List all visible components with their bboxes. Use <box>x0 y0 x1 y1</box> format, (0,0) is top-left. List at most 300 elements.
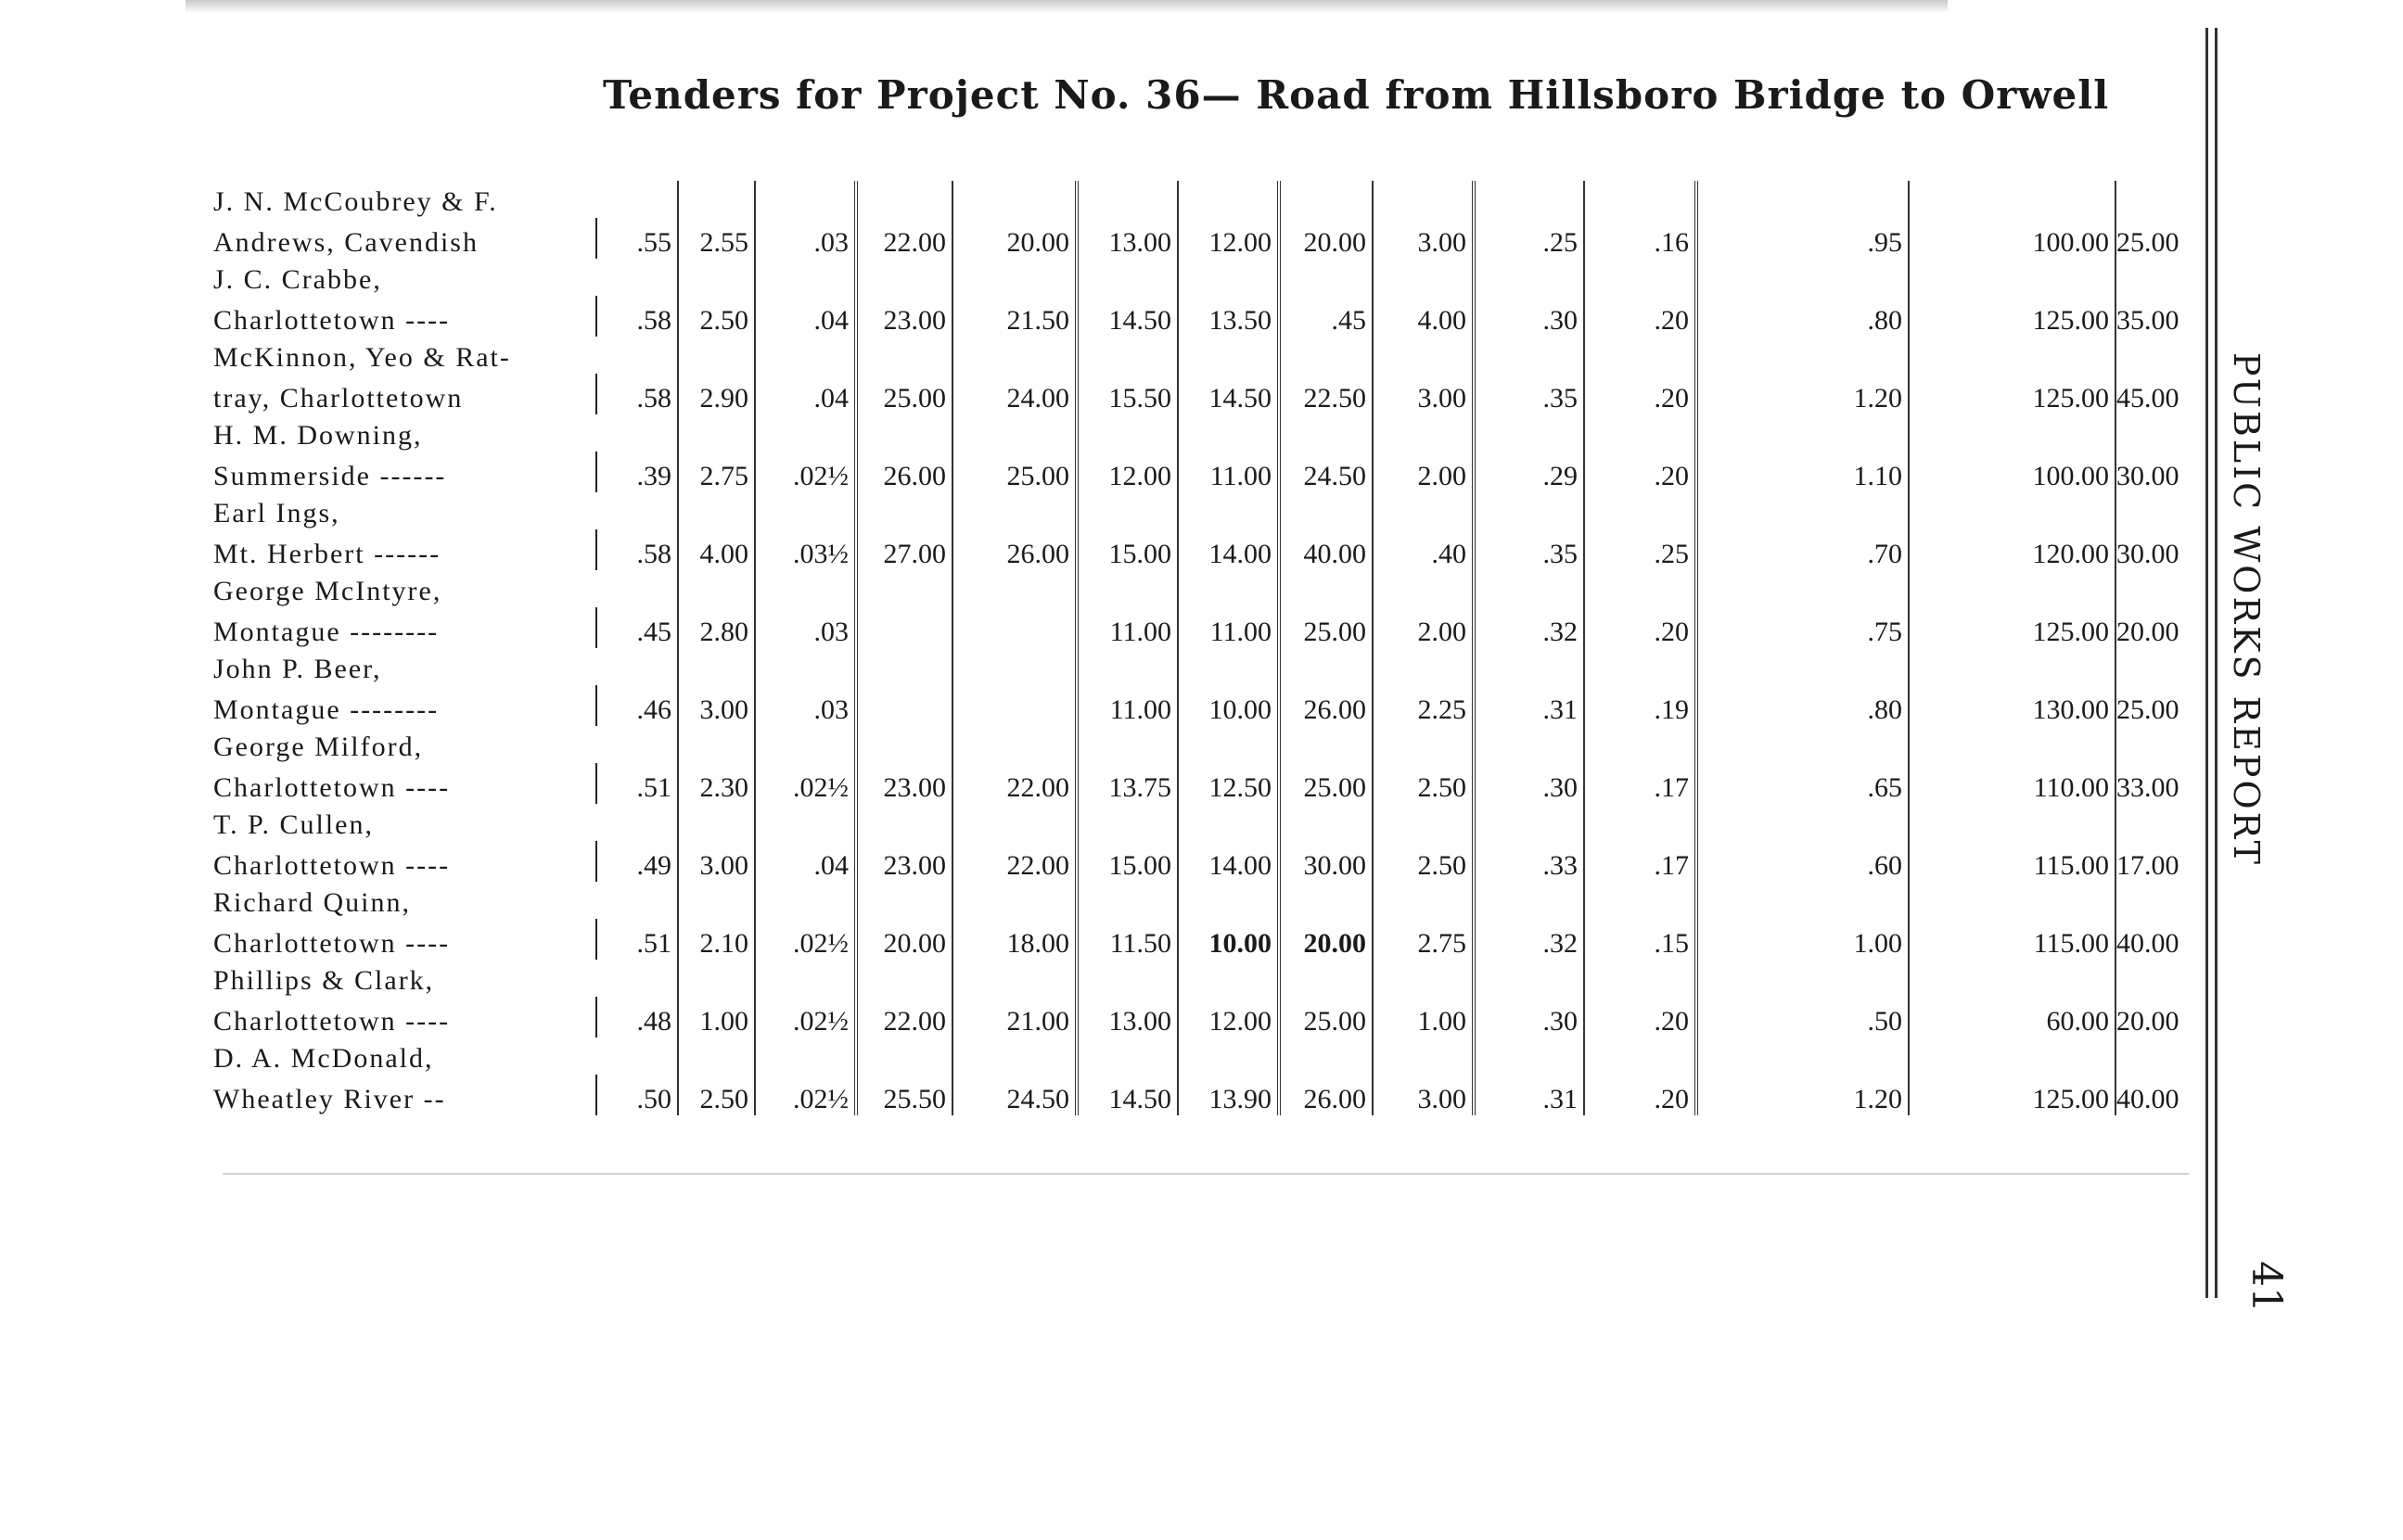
cell-spacer <box>1373 337 1474 374</box>
cell-spacer <box>678 570 755 607</box>
cell-spacer <box>1077 726 1178 763</box>
tender-price: 125.00 <box>1909 296 2115 337</box>
cell-spacer <box>596 648 678 685</box>
cell-spacer <box>1178 882 1279 919</box>
tender-price <box>856 685 952 726</box>
cell-spacer <box>1279 960 1373 997</box>
contractor-location: Charlottetown ---- <box>213 919 596 960</box>
tender-price: .70 <box>1696 529 1909 570</box>
cell-spacer <box>1474 181 1584 218</box>
contractor-name: George McIntyre, <box>213 576 442 606</box>
cell-spacer <box>1474 492 1584 529</box>
tender-price: 21.50 <box>952 296 1077 337</box>
cell-spacer <box>1696 181 1909 218</box>
cell-spacer <box>1909 648 2115 685</box>
tender-price: .30 <box>1474 296 1584 337</box>
tender-price: 2.90 <box>678 374 755 414</box>
tender-price: 13.00 <box>1077 997 1178 1037</box>
cell-spacer <box>1584 414 1696 452</box>
tender-price: .04 <box>755 374 856 414</box>
tender-price: 20.00 <box>856 919 952 960</box>
tender-price: .55 <box>596 218 678 259</box>
tender-price: 12.00 <box>1178 997 1279 1037</box>
tender-price: .17 <box>1584 763 1696 804</box>
tender-price: .02½ <box>755 763 856 804</box>
cell-spacer <box>1474 960 1584 997</box>
cell-spacer <box>952 181 1077 218</box>
tender-price: .45 <box>596 607 678 648</box>
cell-spacer <box>1584 259 1696 296</box>
cell-spacer <box>1474 259 1584 296</box>
cell-spacer <box>1696 1037 1909 1075</box>
cell-spacer <box>1373 414 1474 452</box>
tender-price: 10.00 <box>1178 685 1279 726</box>
tender-price: 30.00 <box>2116 539 2179 569</box>
tender-price: .03 <box>755 218 856 259</box>
contractor-name: J. C. Crabbe, <box>213 264 382 295</box>
contractor-location: Wheatley River -- <box>213 1075 596 1115</box>
tender-price: .02½ <box>755 1075 856 1115</box>
cell-spacer <box>1178 181 1279 218</box>
tender-price: 15.00 <box>1077 841 1178 882</box>
tender-price: 14.50 <box>1077 296 1178 337</box>
tender-price: 26.00 <box>1279 685 1373 726</box>
tender-price: .45 <box>1279 296 1373 337</box>
contractor-location: tray, Charlottetown <box>213 374 596 414</box>
tender-price: 24.00 <box>952 374 1077 414</box>
cell-spacer <box>1373 259 1474 296</box>
tender-price: 100.00 <box>1909 218 2115 259</box>
cell-spacer <box>1077 882 1178 919</box>
tender-price: 45.00 <box>2116 383 2179 414</box>
tender-price: .95 <box>1696 218 1909 259</box>
tender-price: 1.00 <box>678 997 755 1037</box>
cell-spacer <box>856 1037 952 1075</box>
cell-spacer <box>1279 337 1373 374</box>
table-row <box>213 1075 2185 1115</box>
cell-spacer <box>755 259 856 296</box>
tender-price: 11.50 <box>1077 919 1178 960</box>
cell-spacer <box>1909 960 2115 997</box>
cell-spacer <box>1178 492 1279 529</box>
table-row <box>213 685 2185 726</box>
tender-price: .40 <box>1373 529 1474 570</box>
tender-price: 24.50 <box>952 1075 1077 1115</box>
tender-price: .80 <box>1696 685 1909 726</box>
tender-price: 12.00 <box>1178 218 1279 259</box>
cell-spacer <box>596 882 678 919</box>
tender-price: .35 <box>1474 529 1584 570</box>
cell-spacer <box>1474 726 1584 763</box>
cell-spacer <box>1696 960 1909 997</box>
tender-price: 110.00 <box>1909 763 2115 804</box>
cell-spacer <box>2115 337 2185 374</box>
tender-price: 2.75 <box>678 452 755 492</box>
cell-spacer <box>1474 804 1584 841</box>
tender-price: .02½ <box>755 452 856 492</box>
cell-spacer <box>1584 1037 1696 1075</box>
tender-price: 1.00 <box>1373 997 1474 1037</box>
cell-spacer <box>755 492 856 529</box>
cell-spacer <box>755 882 856 919</box>
cell-spacer <box>1909 1037 2115 1075</box>
cell-spacer <box>755 960 856 997</box>
tender-price: .80 <box>1696 296 1909 337</box>
cell-spacer <box>1474 337 1584 374</box>
tender-price: 12.50 <box>1178 763 1279 804</box>
tender-price: 2.50 <box>1373 763 1474 804</box>
tender-price: 33.00 <box>2116 772 2179 803</box>
cell-spacer <box>596 181 678 218</box>
page-title: Tenders for Project No. 36— Road from Hillsboro Bridge to Orwell <box>603 72 2110 118</box>
tender-price: .20 <box>1584 374 1696 414</box>
cell-spacer <box>1373 492 1474 529</box>
contractor-name: Richard Quinn, <box>213 887 411 918</box>
cell-spacer <box>1178 337 1279 374</box>
cell-spacer <box>1373 960 1474 997</box>
cell-spacer <box>856 337 952 374</box>
cell-spacer <box>1178 726 1279 763</box>
tender-price: .46 <box>596 685 678 726</box>
cell-spacer <box>2115 804 2185 841</box>
cell-spacer <box>596 337 678 374</box>
table-row <box>213 648 2185 685</box>
tender-price: 13.00 <box>1077 218 1178 259</box>
tender-price: .58 <box>596 374 678 414</box>
tender-price: 100.00 <box>1909 452 2115 492</box>
cell-spacer <box>1178 414 1279 452</box>
cell-spacer <box>1584 181 1696 218</box>
cell-spacer <box>1584 960 1696 997</box>
tender-price: 120.00 <box>1909 529 2115 570</box>
tender-price: .04 <box>755 841 856 882</box>
tender-price: 26.00 <box>1279 1075 1373 1115</box>
cell-spacer <box>678 259 755 296</box>
tender-price: .19 <box>1584 685 1696 726</box>
tender-price: 2.25 <box>1373 685 1474 726</box>
cell-spacer <box>952 259 1077 296</box>
contractor-name: J. N. McCoubrey & F. <box>213 186 498 217</box>
tender-price: .03 <box>755 685 856 726</box>
cell-spacer <box>596 570 678 607</box>
tender-price: 35.00 <box>2116 305 2179 336</box>
table-row <box>213 997 2185 1037</box>
tender-price: 15.00 <box>1077 529 1178 570</box>
cell-spacer <box>2115 414 2185 452</box>
tender-price: .25 <box>1474 218 1584 259</box>
cell-spacer <box>2115 1037 2185 1075</box>
scan-edge-shadow <box>185 0 1948 13</box>
tender-price <box>952 607 1077 648</box>
cell-spacer <box>952 492 1077 529</box>
cell-spacer <box>678 804 755 841</box>
tender-price: 22.00 <box>952 841 1077 882</box>
cell-spacer <box>755 648 856 685</box>
tender-price: 11.00 <box>1077 685 1178 726</box>
tender-price: 40.00 <box>1279 529 1373 570</box>
tender-price: 2.10 <box>678 919 755 960</box>
cell-spacer <box>1279 414 1373 452</box>
cell-spacer <box>678 1037 755 1075</box>
tender-price: .04 <box>755 296 856 337</box>
cell-spacer <box>1077 492 1178 529</box>
cell-spacer <box>1696 337 1909 374</box>
tender-price: 60.00 <box>1909 997 2115 1037</box>
cell-spacer <box>1178 804 1279 841</box>
cell-spacer <box>1474 414 1584 452</box>
cell-spacer <box>856 804 952 841</box>
tender-price: 20.00 <box>952 218 1077 259</box>
cell-spacer <box>2115 882 2185 919</box>
cell-spacer <box>1077 259 1178 296</box>
tender-price: .39 <box>596 452 678 492</box>
contractor-location: Montague -------- <box>213 607 596 648</box>
cell-spacer <box>1279 570 1373 607</box>
cell-spacer <box>1696 570 1909 607</box>
tender-price: 40.00 <box>2116 928 2179 959</box>
tender-price: 115.00 <box>1909 841 2115 882</box>
tender-price: 25.00 <box>1279 607 1373 648</box>
cell-spacer <box>856 181 952 218</box>
tender-price: 25.00 <box>952 452 1077 492</box>
table-row <box>213 841 2185 882</box>
cell-spacer <box>952 726 1077 763</box>
tender-price: 25.00 <box>1279 763 1373 804</box>
cell-spacer <box>2115 181 2185 218</box>
contractor-name: Earl Ings, <box>213 498 340 528</box>
cell-spacer <box>1584 337 1696 374</box>
tender-price: 4.00 <box>1373 296 1474 337</box>
cell-spacer <box>755 1037 856 1075</box>
cell-spacer <box>596 960 678 997</box>
cell-spacer <box>1909 804 2115 841</box>
cell-spacer <box>1279 648 1373 685</box>
table-row <box>213 218 2185 259</box>
tender-price: 14.50 <box>1077 1075 1178 1115</box>
page-number: 41 <box>2243 1261 2290 1313</box>
contractor-location: Charlottetown ---- <box>213 997 596 1037</box>
cell-spacer <box>1696 726 1909 763</box>
cell-spacer <box>1077 337 1178 374</box>
cell-spacer <box>1584 726 1696 763</box>
contractor-name: George Milford, <box>213 732 424 762</box>
cell-spacer <box>952 337 1077 374</box>
contractor-location: Charlottetown ---- <box>213 763 596 804</box>
cell-spacer <box>1279 882 1373 919</box>
tender-price: 23.00 <box>856 296 952 337</box>
tender-price: .20 <box>1584 997 1696 1037</box>
contractor-location: Charlottetown ---- <box>213 296 596 337</box>
cell-spacer <box>596 492 678 529</box>
tender-price: .32 <box>1474 919 1584 960</box>
cell-spacer <box>1077 1037 1178 1075</box>
tender-price: .02½ <box>755 997 856 1037</box>
tender-price: 10.00 <box>1178 919 1279 960</box>
cell-spacer <box>1178 259 1279 296</box>
tender-price: 2.55 <box>678 218 755 259</box>
tenders-table <box>213 181 2185 1115</box>
table-row <box>213 529 2185 570</box>
cell-spacer <box>856 648 952 685</box>
tender-price: 3.00 <box>1373 218 1474 259</box>
tender-price: .25 <box>1584 529 1696 570</box>
cell-spacer <box>952 570 1077 607</box>
table-row <box>213 259 2185 296</box>
cell-spacer <box>596 259 678 296</box>
cell-spacer <box>678 960 755 997</box>
cell-spacer <box>1584 882 1696 919</box>
cell-spacer <box>1909 414 2115 452</box>
cell-spacer <box>952 414 1077 452</box>
cell-spacer <box>1909 492 2115 529</box>
tender-price: .32 <box>1474 607 1584 648</box>
cell-spacer <box>2115 960 2185 997</box>
cell-spacer <box>1696 882 1909 919</box>
cell-spacer <box>678 492 755 529</box>
tender-price: 40.00 <box>2116 1084 2179 1114</box>
tender-price: 1.20 <box>1696 374 1909 414</box>
cell-spacer <box>755 337 856 374</box>
table-row <box>213 570 2185 607</box>
cell-spacer <box>678 181 755 218</box>
tender-price: 13.50 <box>1178 296 1279 337</box>
cell-spacer <box>1279 1037 1373 1075</box>
table-row <box>213 882 2185 919</box>
tender-price: 25.00 <box>2116 227 2179 258</box>
tender-price: 2.30 <box>678 763 755 804</box>
tender-price: 25.00 <box>856 374 952 414</box>
cell-spacer <box>856 492 952 529</box>
cell-spacer <box>1584 570 1696 607</box>
contractor-location: Montague -------- <box>213 685 596 726</box>
tender-price: 15.50 <box>1077 374 1178 414</box>
margin-rule <box>2215 28 2218 1298</box>
tender-price: 26.00 <box>952 529 1077 570</box>
tender-price: 115.00 <box>1909 919 2115 960</box>
tender-price: 3.00 <box>1373 374 1474 414</box>
tender-price: 2.50 <box>678 1075 755 1115</box>
tender-price: .75 <box>1696 607 1909 648</box>
tender-price: 20.00 <box>2116 617 2179 647</box>
tender-price: 125.00 <box>1909 607 2115 648</box>
tender-price: .30 <box>1474 763 1584 804</box>
cell-spacer <box>1077 804 1178 841</box>
tender-price: 4.00 <box>678 529 755 570</box>
tender-price: .02½ <box>755 919 856 960</box>
tender-price: .31 <box>1474 685 1584 726</box>
tender-price: 2.00 <box>1373 607 1474 648</box>
table-row <box>213 804 2185 841</box>
cell-spacer <box>1696 804 1909 841</box>
tender-price: .29 <box>1474 452 1584 492</box>
cell-spacer <box>1178 1037 1279 1075</box>
cell-spacer <box>1279 726 1373 763</box>
cell-spacer <box>952 882 1077 919</box>
tender-price: .31 <box>1474 1075 1584 1115</box>
cell-spacer <box>755 181 856 218</box>
tender-price <box>856 607 952 648</box>
cell-spacer <box>1474 648 1584 685</box>
tender-price: .60 <box>1696 841 1909 882</box>
tender-price: 125.00 <box>1909 1075 2115 1115</box>
cell-spacer <box>1584 804 1696 841</box>
tender-price: 2.50 <box>1373 841 1474 882</box>
table-row <box>213 607 2185 648</box>
cell-spacer <box>755 726 856 763</box>
cell-spacer <box>678 337 755 374</box>
cell-spacer <box>1909 726 2115 763</box>
tender-price: 2.50 <box>678 296 755 337</box>
contractor-location: Mt. Herbert ------ <box>213 529 596 570</box>
cell-spacer <box>856 882 952 919</box>
tender-price: 2.00 <box>1373 452 1474 492</box>
tender-price: 3.00 <box>1373 1075 1474 1115</box>
cell-spacer <box>952 1037 1077 1075</box>
cell-spacer <box>856 259 952 296</box>
cell-spacer <box>952 648 1077 685</box>
tender-price: 23.00 <box>856 841 952 882</box>
tender-price: .65 <box>1696 763 1909 804</box>
tender-price: 25.00 <box>1279 997 1373 1037</box>
tender-price: 11.00 <box>1178 607 1279 648</box>
tender-price: 18.00 <box>952 919 1077 960</box>
tender-price: 13.90 <box>1178 1075 1279 1115</box>
cell-spacer <box>1178 570 1279 607</box>
cell-spacer <box>856 414 952 452</box>
tender-price: 27.00 <box>856 529 952 570</box>
contractor-location: Charlottetown ---- <box>213 841 596 882</box>
cell-spacer <box>678 648 755 685</box>
cell-spacer <box>596 804 678 841</box>
tender-price: 20.00 <box>1279 919 1373 960</box>
tender-price: 14.00 <box>1178 841 1279 882</box>
cell-spacer <box>1373 648 1474 685</box>
cell-spacer <box>1584 492 1696 529</box>
cell-spacer <box>1077 414 1178 452</box>
cell-spacer <box>856 570 952 607</box>
tender-price: 3.00 <box>678 685 755 726</box>
table-row <box>213 726 2185 763</box>
tender-price: 3.00 <box>678 841 755 882</box>
tender-price: .33 <box>1474 841 1584 882</box>
table-row <box>213 181 2185 218</box>
cell-spacer <box>952 960 1077 997</box>
cell-spacer <box>2115 570 2185 607</box>
tender-price: .51 <box>596 919 678 960</box>
tender-price: .49 <box>596 841 678 882</box>
cell-spacer <box>1909 882 2115 919</box>
tender-price: 1.10 <box>1696 452 1909 492</box>
tender-price: 13.75 <box>1077 763 1178 804</box>
cell-spacer <box>1909 181 2115 218</box>
table-row <box>213 960 2185 997</box>
cell-spacer <box>1696 492 1909 529</box>
cell-spacer <box>1077 648 1178 685</box>
tender-price: 12.00 <box>1077 452 1178 492</box>
tender-price: 14.50 <box>1178 374 1279 414</box>
tender-price: .03½ <box>755 529 856 570</box>
tender-price: .17 <box>1584 841 1696 882</box>
tender-price: .35 <box>1474 374 1584 414</box>
cell-spacer <box>1279 181 1373 218</box>
table-row <box>213 337 2185 374</box>
tender-price: .51 <box>596 763 678 804</box>
cell-spacer <box>755 804 856 841</box>
cell-spacer <box>1077 570 1178 607</box>
table-row <box>213 374 2185 414</box>
cell-spacer <box>596 414 678 452</box>
tender-price: .30 <box>1474 997 1584 1037</box>
